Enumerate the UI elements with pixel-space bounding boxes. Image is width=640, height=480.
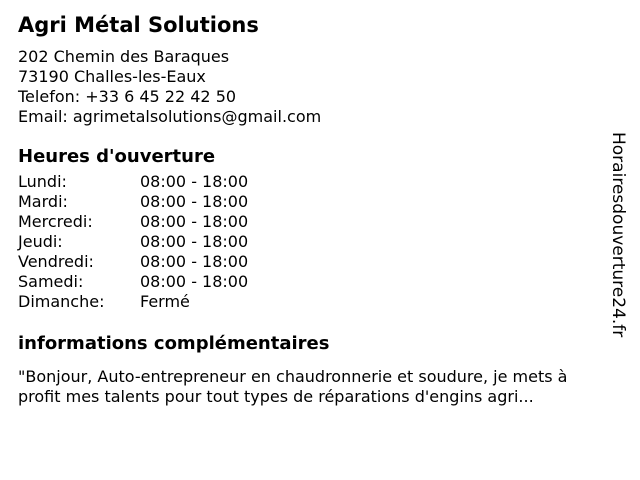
address-block — [18, 47, 640, 127]
opening-hours-list — [18, 172, 640, 312]
hours-row-friday — [18, 252, 640, 272]
info-text-line-2: à profit mes talents pour tout types de réparations d'engins agri... — [18, 367, 568, 406]
day-label: Vendredi: — [18, 252, 94, 271]
hours-value: 08:00 - 18:00 — [140, 232, 249, 251]
hours-value: 08:00 - 18:00 — [140, 272, 249, 291]
hours-row-tuesday — [18, 192, 640, 212]
watermark-vertical-brand: Horairesdouverture24.fr — [608, 132, 628, 338]
hours-row-sunday — [18, 292, 640, 312]
email-label: Email: — [18, 107, 68, 126]
day-label: Jeudi: — [18, 232, 63, 251]
day-label: Lundi: — [18, 172, 67, 191]
hours-row-saturday — [18, 272, 640, 292]
phone-line — [18, 87, 640, 107]
additional-info-title: informations complémentaires — [18, 333, 330, 354]
day-label: Samedi: — [18, 272, 84, 291]
hours-row-wednesday — [18, 212, 640, 232]
address-street: 202 Chemin des Baraques — [18, 47, 230, 66]
hours-row-thursday — [18, 232, 640, 252]
hours-value: Fermé — [140, 292, 190, 311]
email-line — [18, 107, 640, 127]
hours-value: 08:00 - 18:00 — [140, 172, 249, 191]
day-label: Mardi: — [18, 192, 68, 211]
additional-info-text — [18, 367, 603, 407]
day-label: Mercredi: — [18, 212, 93, 231]
hours-value: 08:00 - 18:00 — [140, 212, 249, 231]
info-text-line-1: "Bonjour, Auto-entrepreneur en chaudronnerie et soudure, je mets — [18, 367, 553, 386]
opening-hours-title: Heures d'ouverture — [18, 146, 216, 167]
day-label: Dimanche: — [18, 292, 105, 311]
address-city: 73190 Challes-les-Eaux — [18, 67, 206, 86]
hours-value: 08:00 - 18:00 — [140, 192, 249, 211]
phone-number: +33 6 45 22 42 50 — [85, 87, 237, 106]
email-address: agrimetalsolutions@gmail.com — [72, 107, 322, 126]
phone-label: Telefon: — [18, 87, 81, 106]
business-name: Agri Métal Solutions — [18, 13, 259, 37]
hours-value: 08:00 - 18:00 — [140, 252, 249, 271]
hours-row-monday — [18, 172, 640, 192]
